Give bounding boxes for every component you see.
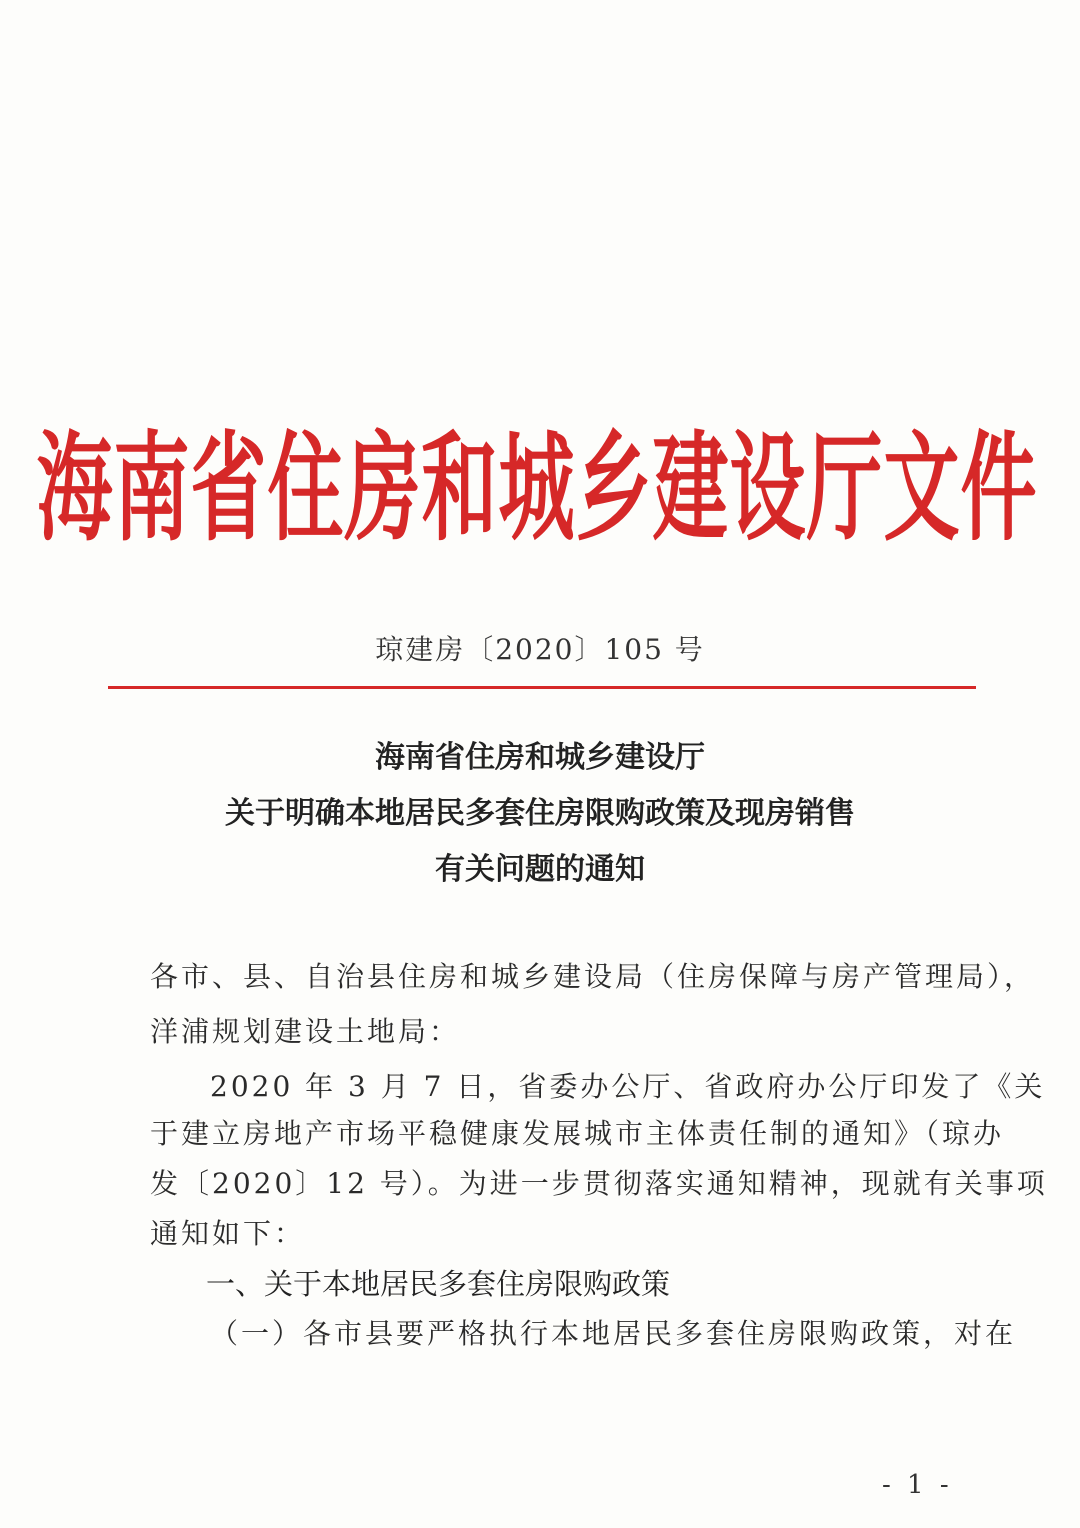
red-divider <box>108 686 976 689</box>
paragraph-1-line-2: 于建立房地产市场平稳健康发展城市主体责任制的通知》（琼办 <box>150 1117 1005 1150</box>
document-number: 琼建房〔2020〕105 号 <box>375 633 705 666</box>
paragraph-1-line-1: 2020 年 3 月 7 日，省委办公厅、省政府办公厅印发了《关 <box>210 1070 1046 1103</box>
title-line-1: 海南省住房和城乡建设厅 <box>375 740 705 775</box>
masthead-title: 海南省住房和城乡建设厅文件 <box>36 418 1038 557</box>
title-line-3: 有关问题的通知 <box>435 852 645 887</box>
addressee-line-2: 洋浦规划建设土地局： <box>150 1015 461 1048</box>
page-number: - 1 - <box>882 1470 953 1500</box>
paragraph-1-line-3: 发〔2020〕12 号）。为进一步贯彻落实通知精神，现就有关事项 <box>150 1167 1048 1200</box>
item-1-line-1: （一）各市县要严格执行本地居民多套住房限购政策，对在 <box>210 1317 1017 1350</box>
paragraph-1-line-4: 通知如下： <box>150 1217 306 1250</box>
addressee-line-1: 各市、县、自治县住房和城乡建设局（住房保障与房产管理局）， <box>150 960 1036 993</box>
section-1-heading: 一、关于本地居民多套住房限购政策 <box>206 1267 671 1301</box>
notice-title <box>0 730 1080 898</box>
title-line-2: 关于明确本地居民多套住房限购政策及现房销售 <box>225 796 855 831</box>
